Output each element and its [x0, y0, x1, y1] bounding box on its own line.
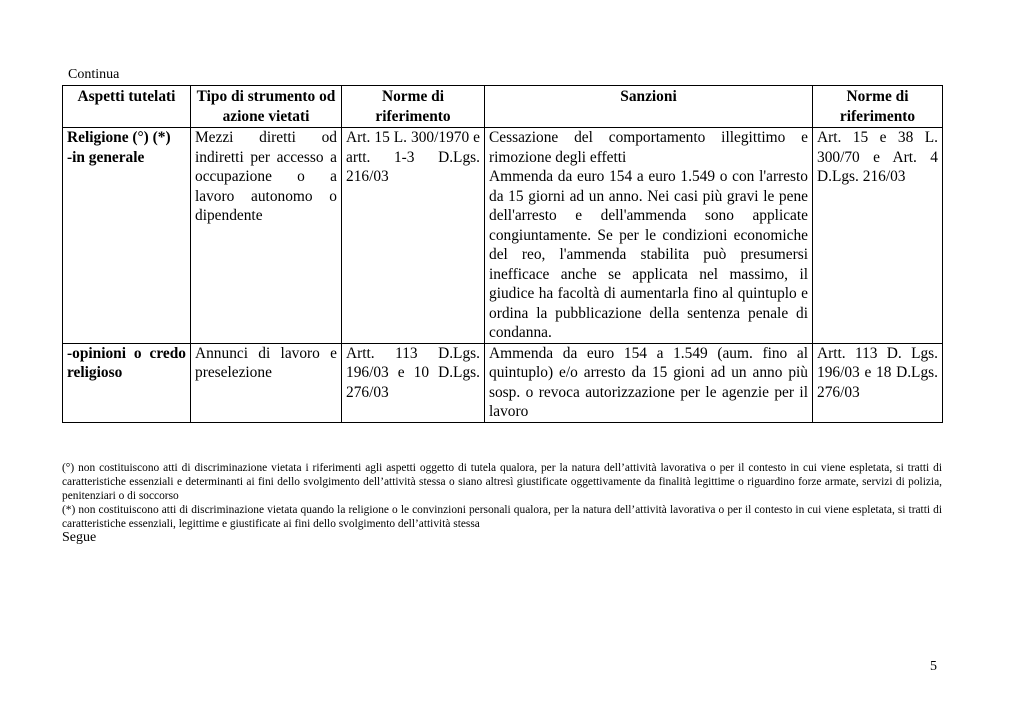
header-sanzioni: Sanzioni: [485, 86, 813, 128]
cell-norme: [342, 343, 485, 422]
norme-text: Art. 15 L. 300/1970 e artt. 1-3 D.Lgs. 216/03: [346, 129, 480, 185]
norme-text: Artt. 113 D.Lgs. 196/03 e 10 D.Lgs. 276/03: [346, 344, 480, 401]
sanzioni-text-2: Ammenda da euro 154 a euro 1.549 o con l'arresto da 15 giorni ad un anno. Nei casi più gravi le pene dell'arresto e dell'ammenda sono applicate congiuntamente. Se per le condizioni economiche del reo, l'ammenda stabilita può presumersi inefficace anche se applicata nel massimo, il giudice ha facoltà di aumentarla fino al quintuplo e ordina la pubblicazione della sentenza penale di condanna.: [489, 168, 808, 341]
cell-norme-sanzioni: [813, 343, 943, 422]
aspect-text: -opinioni o credo religioso: [67, 344, 186, 381]
footnotes: [62, 461, 942, 531]
cell-aspect: [63, 128, 191, 344]
continua-label: Continua: [68, 67, 120, 82]
table-row: [63, 343, 943, 422]
tipo-text: Mezzi diretti od indiretti per accesso a occupazione o a lavoro autonomo o dipendente: [195, 129, 337, 224]
norme-sanzioni-text: Artt. 113 D. Lgs. 196/03 e 18 D.Lgs. 276/03: [817, 344, 938, 401]
table-row: [63, 128, 943, 344]
header-aspetti-tutelati: Aspetti tutelati: [63, 86, 191, 128]
sanzioni-text: Ammenda da euro 154 a 1.549 (aum. fino al quintuplo) e/o arresto da 15 gioni ad un anno più sosp. o revoca autorizzazione per le agenzie per il lavoro: [489, 344, 808, 420]
header-norme-riferimento: Norme di riferimento: [342, 86, 485, 128]
header-norme-riferimento-sanzioni: Norme di riferimento: [813, 86, 943, 128]
norme-sanzioni-text: Art. 15 e 38 L. 300/70 e Art. 4 D.Lgs. 216/03: [817, 129, 938, 185]
table-header-row: [63, 86, 943, 128]
page-number: 5: [930, 659, 937, 674]
tipo-text: Annunci di lavoro e preselezione: [195, 344, 337, 381]
cell-sanzioni: [485, 343, 813, 422]
cell-tipo: [191, 128, 342, 344]
sanzioni-text-1: Cessazione del comportamento illegittimo e rimozione degli effetti: [489, 129, 808, 166]
aspect-subtitle: -in generale: [67, 148, 145, 166]
cell-aspect: [63, 343, 191, 422]
cell-sanzioni: [485, 128, 813, 344]
cell-norme: [342, 128, 485, 344]
cell-tipo: [191, 343, 342, 422]
cell-norme-sanzioni: [813, 128, 943, 344]
segue-label: Segue: [62, 530, 97, 545]
header-tipo-strumento: Tipo di strumento od azione vietati: [191, 86, 342, 128]
aspect-title: Religione (°) (*): [67, 129, 171, 146]
footnote-asterisk: (*) non costituiscono atti di discriminazione vietata quando la religione o le convinzioni personali qualora, per la natura dell’attività lavorativa o per il contesto in cui viene espletata, si tratti di caratteristiche essenziali, legittime e giustificate ai fini dello svolgimento dell’attività stessa: [62, 504, 942, 530]
footnote-degree: (°) non costituiscono atti di discriminazione vietata i riferimenti agli aspetti oggetto di tutela qualora, per la natura dell’attività lavorativa o per il contesto in cui viene espletata, si tratti di caratteristiche essenziali e determinanti ai fini dello svolgimento dell’attività stessa o siano altresì giustificate oggettivamente da finalità legittime o riguardino forze armate, servizi di polizia, penitenziari o di soccorso: [62, 462, 942, 502]
discrimination-table: [62, 85, 943, 423]
